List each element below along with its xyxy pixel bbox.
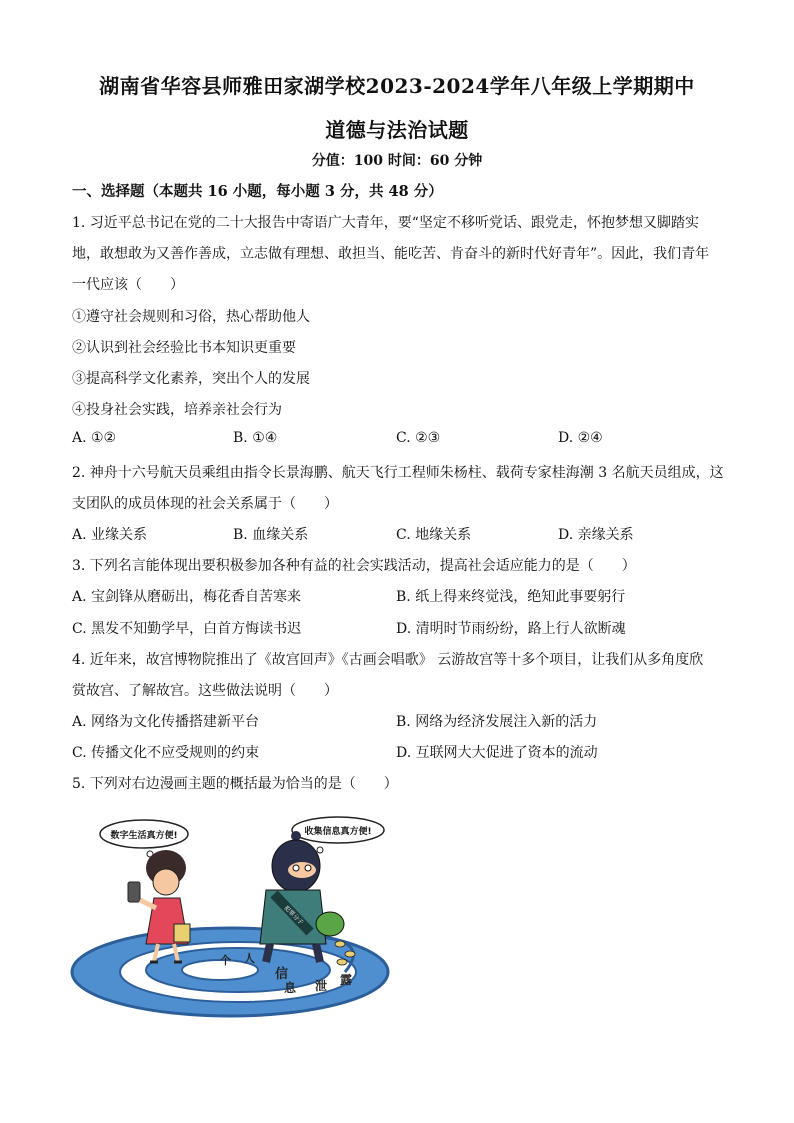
bubble-right-text: 收集信息真方便! [304, 827, 372, 837]
exam-title-line1: 湖南省华容县师雅田家湖学校2023-2024学年八年级上学期期中 [99, 74, 695, 98]
ground-char-4: 息 [284, 981, 297, 995]
phone-icon [128, 882, 140, 902]
q3-option-a: A. 宝剑锋从磨砺出，梅花香自苦寒来 [72, 589, 302, 605]
q1-stem-line3: 一代应该（ ） [72, 277, 184, 293]
q1-statement-3: ③提高科学文化素养，突出个人的发展 [72, 371, 310, 387]
q3-option-c: C. 黑发不知勤学早，白首方悔读书迟 [72, 621, 302, 637]
criminal-sash-text: 犯罪分子 [282, 904, 305, 927]
q4-option-c: C. 传播文化不应受规则的约束 [72, 745, 260, 761]
q4-option-d: D. 互联网大大促进了资本的流动 [396, 745, 598, 761]
q1-statement-4: ④投身社会实践，培养亲社会行为 [72, 402, 282, 418]
q2-stem-line2: 支团队的成员体现的社会关系属于（ ） [72, 496, 338, 512]
q2-option-d: D. 亲缘关系 [558, 527, 634, 543]
q4-option-a: A. 网络为文化传播搭建新平台 [72, 714, 260, 730]
ground-char-3: 信 [275, 967, 289, 982]
q3-option-b: B. 纸上得来终觉浅，绝知此事要躬行 [396, 589, 626, 605]
exam-title-line2: 道德与法治试题 [325, 118, 469, 142]
q1-option-a: A. ①② [72, 430, 117, 446]
bubble-left-text: 数字生活真方便! [110, 831, 178, 841]
ground-char-1: 个 [220, 954, 231, 967]
q2-option-a: A. 业缘关系 [72, 527, 148, 543]
q1-statement-2: ②认识到社会经验比书本知识更重要 [72, 340, 296, 356]
money-bag-icon [316, 912, 344, 936]
q3-stem-line1: 3. 下列名言能体现出要积极参加各种有益的社会实践活动，提高社会适应能力的是（ ） [72, 558, 636, 574]
q1-stem-line1: 1. 习近平总书记在党的二十大报告中寄语广大青年，要“坚定不移听党话、跟党走，怀抱梦想又脚踏实 [72, 215, 699, 231]
q2-stem-line1: 2. 神舟十六号航天员乘组由指令长景海鹏、航天飞行工程师朱杨柱、载荷专家桂海潮 3 名航天员组成，这 [72, 465, 724, 481]
score-time-info: 分值：100 时间：60 分钟 [311, 153, 483, 169]
ground-char-6: 露 [340, 973, 353, 987]
q1-statement-1: ①遵守社会规则和习俗，热心帮助他人 [72, 309, 310, 325]
q4-stem-line1: 4. 近年来，故宫博物院推出了《故宫回声》《古画会唱歌》 云游故宫等十多个项目，让我们从多角度欣 [72, 652, 704, 668]
ground-char-2: 人 [244, 952, 255, 965]
q1-option-b: B. ①④ [233, 430, 278, 446]
q2-option-b: B. 血缘关系 [233, 527, 309, 543]
q5-stem-line1: 5. 下列对右边漫画主题的概括最为恰当的是（ ） [72, 776, 398, 792]
privacy-cartoon [70, 812, 390, 1018]
q1-option-d: D. ②④ [558, 430, 603, 446]
section-heading: 一、选择题（本题共 16 小题，每小题 3 分，共 48 分） [72, 183, 443, 200]
q1-option-c: C. ②③ [396, 430, 441, 446]
q1-stem-line2: 地，敢想敢为又善作善成，立志做有理想、敢担当、能吃苦、肯奋斗的新时代好青年”。因此，我们青年 [72, 246, 710, 262]
shopping-bag-icon [174, 924, 190, 942]
q4-option-b: B. 网络为经济发展注入新的活力 [396, 714, 598, 730]
q4-stem-line2: 赏故宫、了解故宫。这些做法说明（ ） [72, 683, 338, 699]
q3-option-d: D. 清明时节雨纷纷，路上行人欲断魂 [396, 621, 626, 637]
q2-option-c: C. 地缘关系 [396, 527, 472, 543]
ground-char-5: 泄 [315, 979, 328, 993]
